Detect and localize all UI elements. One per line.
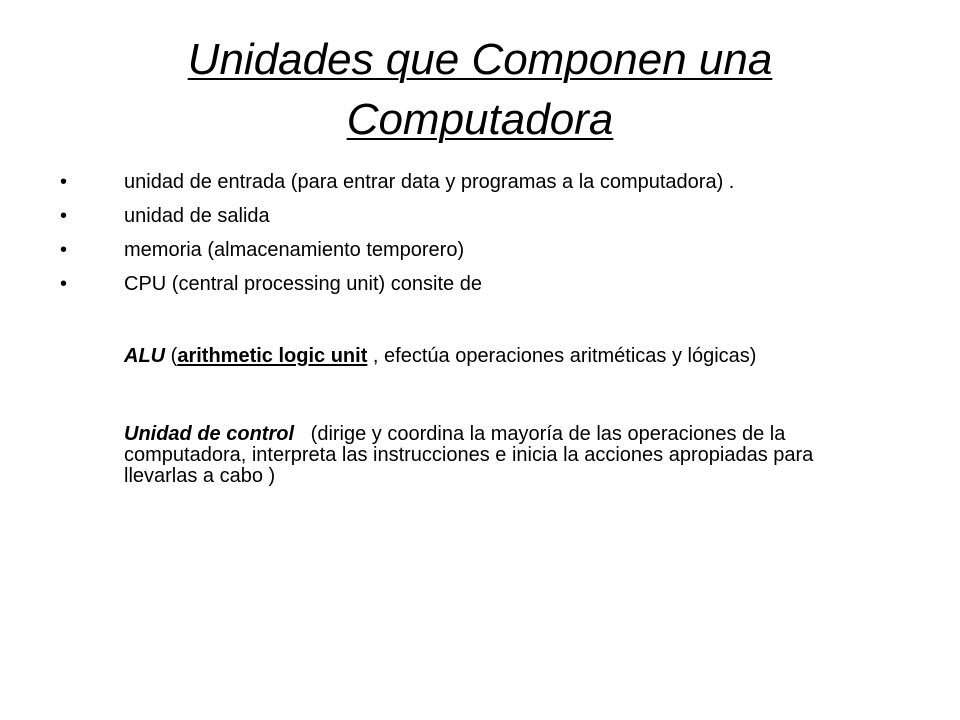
control-unit-term: Unidad de control: [124, 423, 294, 445]
bullet-dot-icon: •: [60, 205, 68, 227]
slide-title-line-2: Computadora: [346, 95, 614, 144]
alu-term: ALU: [124, 345, 166, 367]
slide-title-line-1: Unidades que Componen una: [187, 35, 773, 84]
bullet-dot-icon: •: [60, 171, 68, 193]
bullet-list: [60, 172, 880, 308]
slide-title: [60, 30, 900, 150]
bullet-dot-icon: •: [60, 239, 68, 261]
alu-paragraph: [124, 346, 884, 367]
bullet-text: unidad de salida: [124, 205, 270, 227]
bullet-dot-icon: •: [60, 273, 68, 295]
control-unit-description: (dirige y coordina la mayoría de las operaciones de la computadora, interpreta las instrucciones e inicia la acciones apropiadas para llevarlas a cabo ): [124, 423, 819, 487]
alu-description: , efectúa operaciones aritméticas y lógicas): [367, 345, 757, 367]
alu-expansion: arithmetic logic unit: [177, 345, 368, 367]
bullet-text: memoria (almacenamiento temporero): [124, 239, 465, 261]
bullet-item-output-unit: [60, 206, 880, 227]
bullet-item-memory: [60, 240, 880, 261]
bullet-item-cpu: [60, 274, 880, 295]
alu-open-paren: (: [165, 345, 178, 367]
bullet-item-input-unit: [60, 172, 880, 193]
bullet-text: CPU (central processing unit) consite de: [124, 273, 482, 295]
bullet-text: unidad de entrada (para entrar data y programas a la computadora) .: [124, 171, 735, 193]
control-unit-paragraph: [124, 424, 884, 487]
